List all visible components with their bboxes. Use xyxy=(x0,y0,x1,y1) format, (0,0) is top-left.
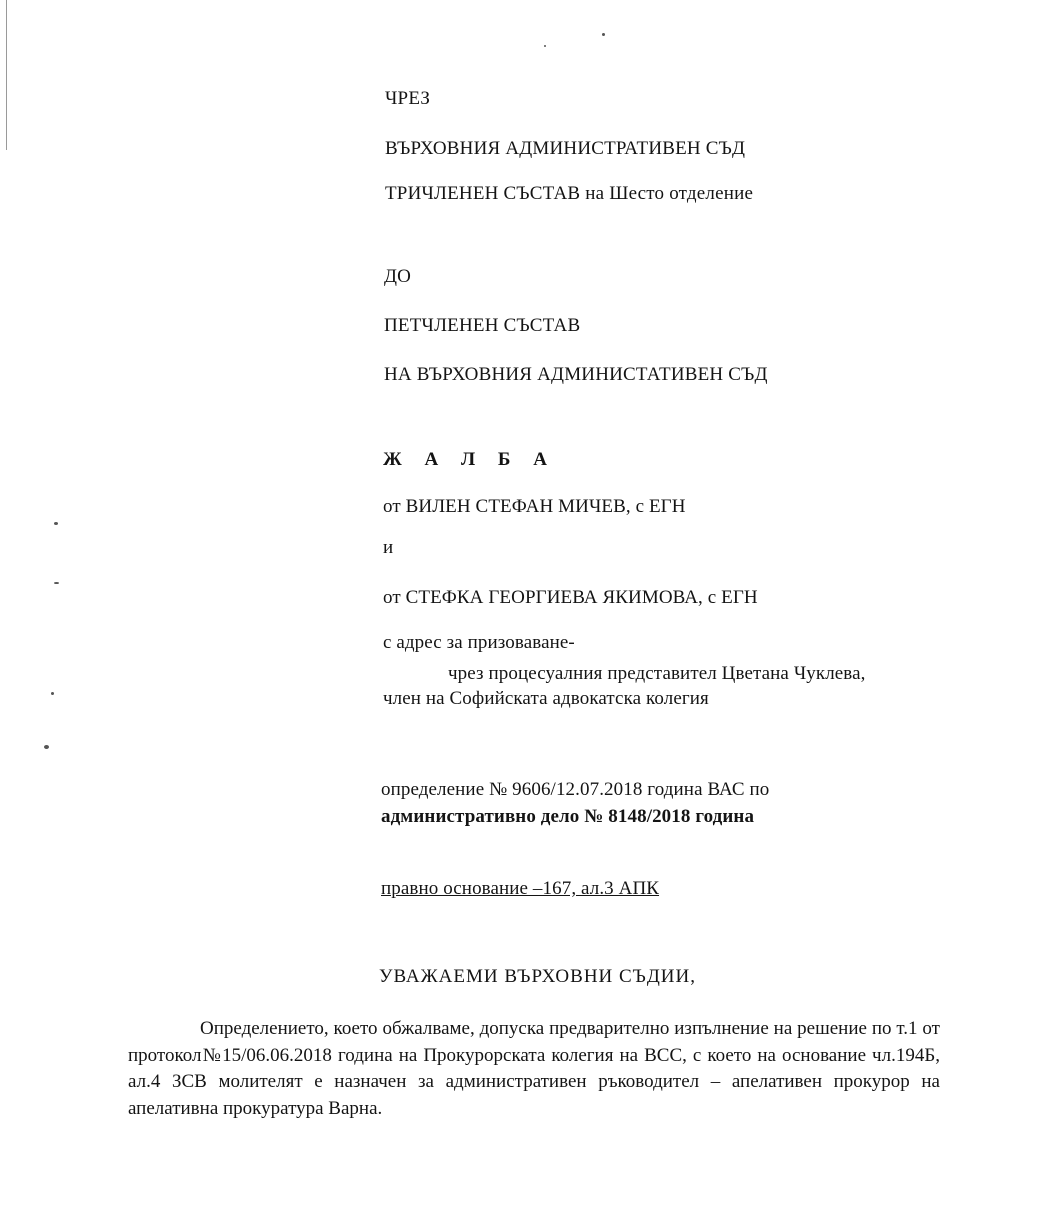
to-line-2: НА ВЪРХОВНИЯ АДМИНИСТАТИВЕН СЪД xyxy=(384,364,768,385)
scan-speck xyxy=(54,522,58,525)
via-label: ЧРЕЗ xyxy=(385,88,431,109)
body-paragraph-block xyxy=(128,1016,940,1122)
and-word: и xyxy=(383,537,394,558)
scan-speck xyxy=(51,692,54,695)
via-court-line-1: ВЪРХОВНИЯ АДМИНИСТРАТИВЕН СЪД xyxy=(385,138,746,159)
address-label: с адрес за призоваване- xyxy=(383,632,575,653)
scan-speck xyxy=(544,45,546,47)
scan-speck xyxy=(602,33,605,36)
scan-speck xyxy=(44,745,49,749)
from-line-2: от СТЕФКА ГЕОРГИЕВА ЯКИМОВА, с ЕГН xyxy=(383,587,758,608)
representative-line-1: чрез процесуалния представител Цветана Чуклева, xyxy=(448,663,866,684)
salutation: УВАЖАЕМИ ВЪРХОВНИ СЪДИИ, xyxy=(379,966,696,987)
document-title: Ж А Л Б А xyxy=(383,449,556,470)
legal-basis: правно основание –167, ал.3 АПК xyxy=(381,878,660,899)
via-court-line-2-rest: на Шесто отделение xyxy=(580,183,754,204)
representative-line-2: член на Софийската адвокатска колегия xyxy=(383,688,709,709)
from-line-1: от ВИЛЕН СТЕФАН МИЧЕВ, с ЕГН xyxy=(383,496,686,517)
ruling-line-2: административно дело № 8148/2018 година xyxy=(381,806,755,827)
via-court-line-2 xyxy=(385,183,753,205)
to-label: ДО xyxy=(384,266,412,287)
ruling-line-1: определение № 9606/12.07.2018 година ВАС по xyxy=(381,779,770,800)
scan-margin-line xyxy=(6,0,7,150)
to-line-1: ПЕТЧЛЕНЕН СЪСТАВ xyxy=(384,315,581,336)
body-paragraph: Определението, което обжалваме, допуска предварително изпълнение на решение по т.1 от протокол№15/06.06.2018 година на Прокурорската колегия на ВСС, с което на основание чл.194Б, ал.4 ЗСВ молителят е назначен за административен ръководител – апелативен прокурор на апелативна прокуратура Варна. xyxy=(128,1018,940,1119)
via-court-line-2-caps: ТРИЧЛЕНЕН СЪСТАВ xyxy=(385,183,581,204)
scan-speck xyxy=(54,582,59,584)
